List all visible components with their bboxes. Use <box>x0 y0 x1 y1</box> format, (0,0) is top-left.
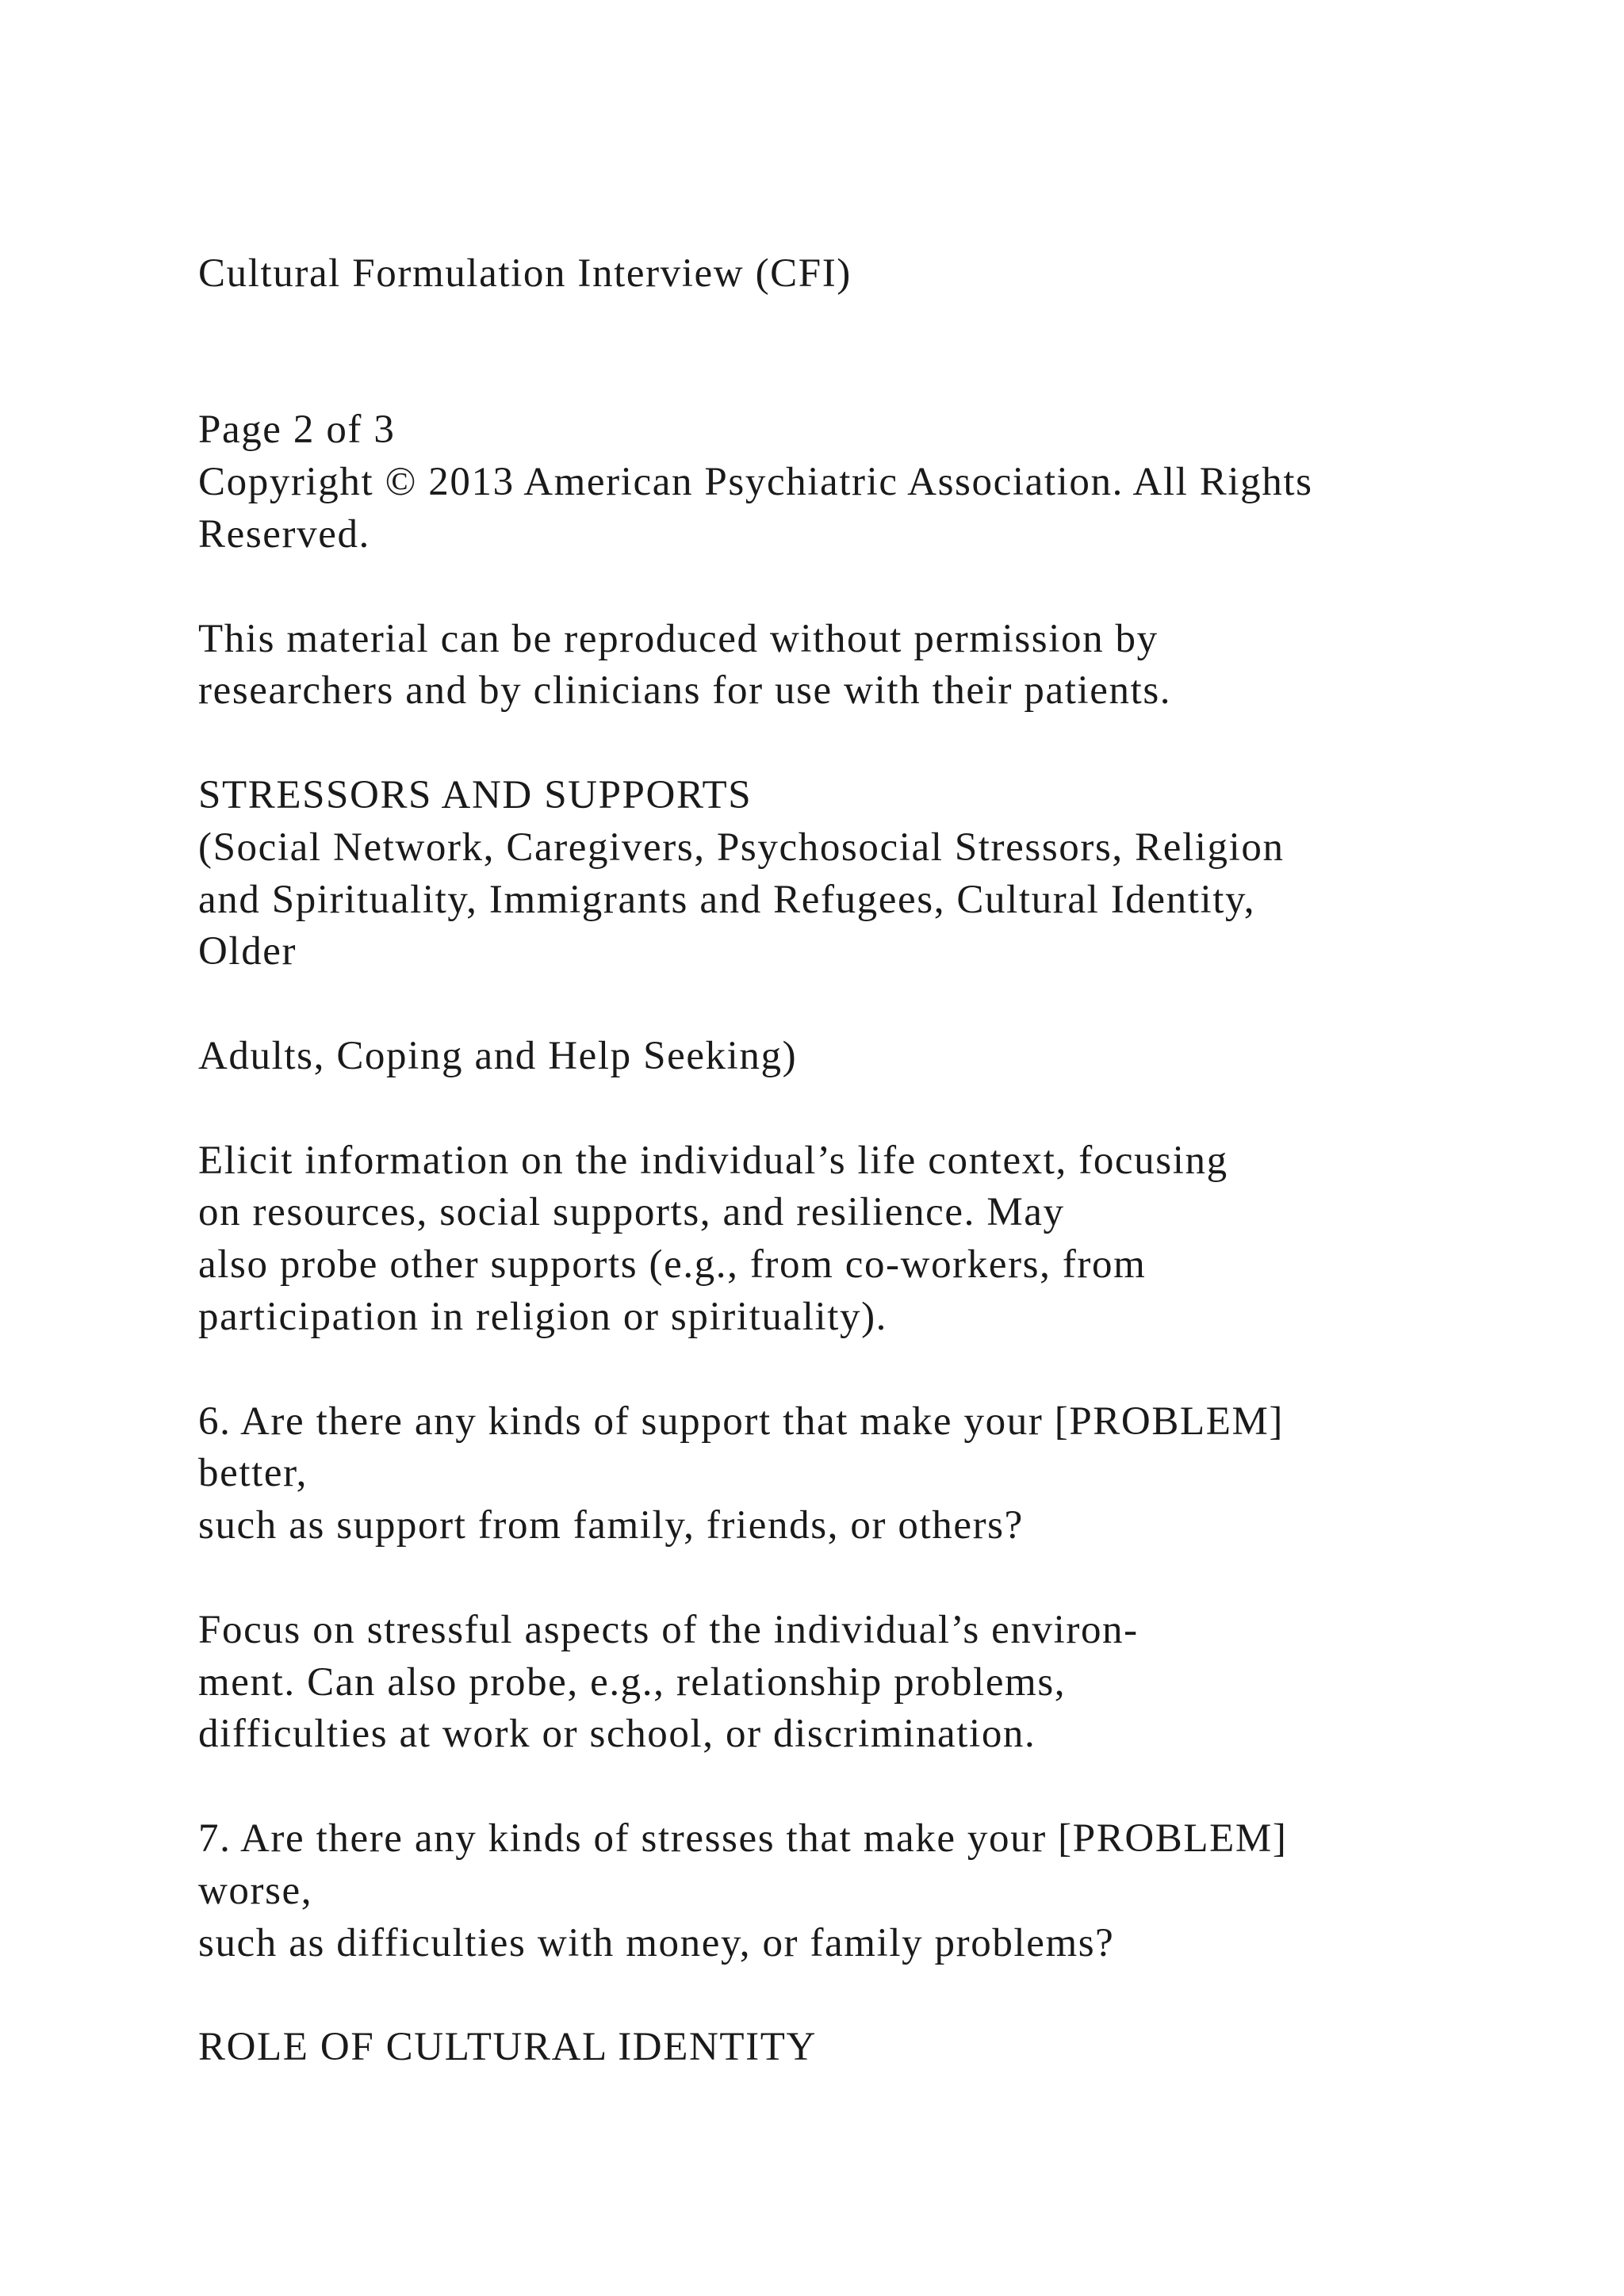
doc-title: Cultural Formulation Interview (CFI) <box>198 251 852 296</box>
question-6-line: better, <box>198 1451 308 1496</box>
copyright-line: Reserved. <box>198 511 370 557</box>
instruction-line: also probe other supports (e.g., from co-workers, from <box>198 1242 1147 1288</box>
instruction-line: difficulties at work or school, or discrimination. <box>198 1712 1036 1757</box>
question-6-line: 6. Are there any kinds of support that make your [PROBLEM] <box>198 1399 1284 1444</box>
question-7-line: such as difficulties with money, or family problems? <box>198 1920 1115 1965</box>
permission-line: This material can be reproduced without permission by <box>198 616 1159 661</box>
blank-line <box>198 1969 1546 2022</box>
blank-line <box>198 1083 1546 1135</box>
blank-line <box>198 300 1546 353</box>
blank-line <box>198 353 1546 405</box>
section-subtitle-line: and Spirituality, Immigrants and Refugees, Cultural Identity, <box>198 877 1256 922</box>
blank-line <box>198 718 1546 770</box>
section-subtitle-line: (Social Network, Caregivers, Psychosocial Stressors, Religion <box>198 825 1285 870</box>
question-6-line: such as support from family, friends, or others? <box>198 1503 1024 1548</box>
question-7-line: 7. Are there any kinds of stresses that make your [PROBLEM] <box>198 1816 1288 1861</box>
permission-line: researchers and by clinicians for use with their patients. <box>198 668 1172 714</box>
blank-line <box>198 978 1546 1031</box>
section-heading: ROLE OF CULTURAL IDENTITY <box>198 2025 817 2070</box>
document-body <box>198 248 1546 2074</box>
question-7-line: worse, <box>198 1868 313 1913</box>
copyright-line: Copyright © 2013 American Psychiatric Association. All Rights <box>198 460 1313 505</box>
blank-line <box>198 1552 1546 1605</box>
instruction-line: Focus on stressful aspects of the individual’s environ- <box>198 1607 1139 1652</box>
blank-line <box>198 1761 1546 1813</box>
instruction-line: participation in religion or spirituality). <box>198 1294 888 1339</box>
section-subtitle-line: Older <box>198 929 297 974</box>
instruction-line: Elicit information on the individual’s life context, focusing <box>198 1138 1228 1183</box>
page-number: Page 2 of 3 <box>198 408 396 453</box>
instruction-line: ment. Can also probe, e.g., relationship problems, <box>198 1659 1067 1705</box>
section-subtitle-line: Adults, Coping and Help Seeking) <box>198 1033 798 1078</box>
blank-line <box>198 1344 1546 1396</box>
blank-line <box>198 561 1546 614</box>
instruction-line: on resources, social supports, and resilience. May <box>198 1190 1065 1235</box>
section-heading: STRESSORS AND SUPPORTS <box>198 772 753 817</box>
